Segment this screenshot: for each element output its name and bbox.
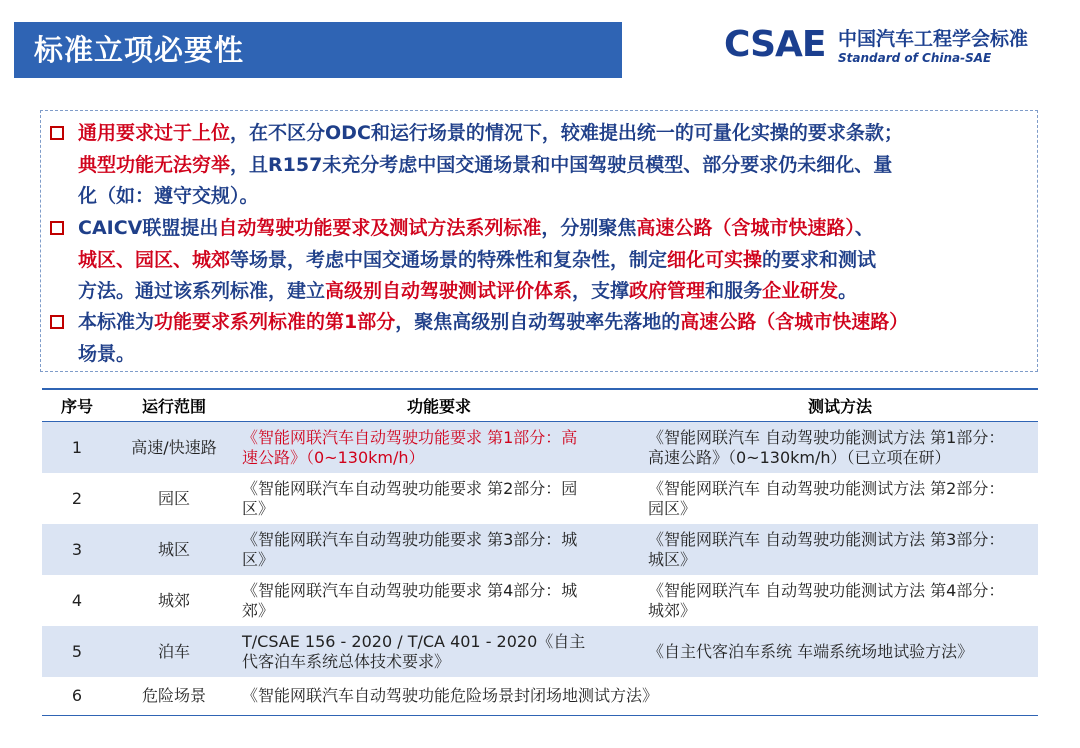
header-no: 序号	[42, 389, 112, 422]
cell-line: 城郊》	[648, 600, 697, 620]
cell-no: 3	[42, 524, 112, 575]
text-segment: 。	[838, 280, 858, 302]
text-segment: 、	[854, 217, 874, 239]
cell-merged-method: 《智能网联汽车自动驾驶功能危险场景封闭场地测试方法》	[236, 677, 1038, 716]
cell-requirement	[236, 422, 642, 474]
cell-requirement	[236, 473, 642, 524]
cell-requirement	[236, 626, 642, 677]
cell-line: 《智能网联汽车自动驾驶功能要求 第4部分：城	[242, 580, 578, 600]
text-segment: 自动驾驶功能要求及测试方法系列标准	[218, 217, 542, 239]
text-segment: CAICV联盟提出	[78, 217, 219, 239]
text-segment: 场景。	[78, 342, 136, 365]
cell-test-method	[642, 524, 1038, 575]
cell-no: 5	[42, 626, 112, 677]
bullet-square-icon	[50, 126, 64, 140]
cell-line: 《智能网联汽车 自动驾驶功能测试方法 第2部分：	[648, 478, 1005, 498]
cell-requirement	[236, 524, 642, 575]
table-row	[42, 575, 1038, 626]
standards-table	[42, 388, 1038, 716]
bullet-line	[50, 181, 1030, 213]
bullet-1	[50, 118, 1030, 213]
bullet-line	[50, 118, 1030, 150]
text-segment: ，且R157未充分考虑中国交通场景和中国驾驶员模型、部分要求仍未细化、量	[230, 153, 893, 176]
table-header-row	[42, 389, 1038, 422]
text-segment: 通用要求过于上位	[78, 122, 231, 144]
cell-scope: 园区	[157, 488, 190, 508]
cell-line: 《智能网联汽车 自动驾驶功能测试方法 第1部分：	[648, 427, 1005, 447]
cell-line: 区》	[242, 549, 275, 569]
text-segment: 高级别自动驾驶测试评价体系	[325, 280, 573, 302]
text-segment: 政府管理	[629, 280, 706, 302]
cell-scope: 泊车	[112, 626, 236, 677]
text-segment: 本标准为	[78, 311, 155, 333]
cell-line: 《智能网联汽车 自动驾驶功能测试方法 第3部分：	[648, 529, 1005, 549]
cell-line: 速公路》（0~130km/h）	[242, 447, 425, 467]
cell-test-method	[642, 422, 1038, 474]
logo-mark: CSAE	[724, 24, 826, 65]
title-bar	[14, 22, 622, 78]
bullet-line	[50, 150, 1030, 182]
text-segment: ，分别聚焦	[541, 217, 637, 239]
logo-english-name: Standard of China-SAE	[838, 51, 992, 65]
text-segment: 高速公路（含城市快速路）	[636, 217, 855, 239]
text-segment: 企业研发	[762, 280, 839, 302]
cell-no: 6	[42, 677, 112, 716]
cell-no: 4	[71, 590, 83, 610]
header-requirement: 功能要求	[236, 389, 642, 422]
text-segment: 方法。通过该系列标准，建立	[78, 280, 326, 302]
bullet-line	[50, 245, 1030, 277]
text-segment: 城区、园区、城郊	[78, 248, 231, 271]
text-segment: ，支撑	[572, 280, 630, 302]
page-title: 标准立项必要性	[34, 33, 245, 67]
logo-chinese-name: 中国汽车工程学会标准	[838, 28, 1029, 50]
table-row	[42, 626, 1038, 677]
cell-scope: 城区	[112, 524, 236, 575]
text-segment: 的要求和测试	[762, 248, 877, 271]
table-row	[42, 473, 1038, 524]
bullet-line	[50, 339, 1030, 371]
text-segment: 和服务	[705, 280, 763, 302]
bullet-2	[50, 213, 1030, 308]
table-row	[42, 677, 1038, 716]
cell-line: 《智能网联汽车自动驾驶功能要求 第3部分：城	[242, 529, 578, 549]
bullet-line	[50, 276, 1030, 308]
cell-line: 代客泊车系统总体技术要求》	[242, 651, 451, 671]
cell-line: 《智能网联汽车自动驾驶功能要求 第1部分：高	[242, 427, 578, 447]
cell-line: 《自主代客泊车系统 车端系统场地试验方法》	[648, 641, 974, 661]
bullet-square-icon	[50, 221, 64, 235]
cell-test-method	[642, 626, 1038, 677]
bullet-line	[50, 307, 1030, 339]
bullet-line	[50, 213, 1030, 245]
cell-requirement	[236, 575, 642, 626]
cell-scope: 城郊	[157, 590, 190, 610]
text-segment: 化（如：遵守交规）。	[78, 185, 259, 207]
cell-line: 区》	[242, 498, 275, 518]
table-row	[42, 524, 1038, 575]
text-segment: 功能要求系列标准的第1部分	[154, 311, 396, 333]
cell-scope: 高速/快速路	[112, 422, 236, 474]
header-test-method: 测试方法	[642, 389, 1038, 422]
cell-no: 2	[71, 488, 83, 508]
text-segment: 细化可实操	[667, 248, 763, 271]
cell-line: T/CSAE 156 - 2020 / T/CA 401 - 2020《自主	[242, 631, 586, 651]
text-segment: 高速公路（含城市快速路）	[680, 311, 909, 333]
cell-line: 《智能网联汽车 自动驾驶功能测试方法 第4部分：	[648, 580, 1005, 600]
cell-test-method	[642, 575, 1038, 626]
cell-line: 郊》	[242, 600, 275, 620]
text-segment: 等场景，考虑中国交通场景的特殊性和复杂性，制定	[230, 248, 668, 271]
text-segment: ，聚焦高级别自动驾驶率先落地的	[395, 311, 681, 333]
csae-logo	[724, 24, 1054, 68]
text-segment: ，在不区分ODC和运行场景的情况下，较难提出统一的可量化实操的要求条款；	[230, 122, 903, 144]
table-row	[42, 422, 1038, 474]
cell-line: 园区》	[648, 498, 697, 518]
table-body	[42, 422, 1038, 716]
cell-scope: 危险场景	[112, 677, 236, 716]
header-scope: 运行范围	[112, 389, 236, 422]
cell-line: 高速公路》（0~130km/h）（已立项在研）	[648, 447, 951, 467]
bullet-square-icon	[50, 315, 64, 329]
cell-line: 城区》	[648, 549, 697, 569]
cell-line: 《智能网联汽车自动驾驶功能要求 第2部分：园	[242, 478, 578, 498]
text-segment: 典型功能无法穷举	[78, 153, 231, 176]
cell-test-method	[642, 473, 1038, 524]
cell-no: 1	[42, 422, 112, 474]
bullet-3	[50, 307, 1030, 370]
